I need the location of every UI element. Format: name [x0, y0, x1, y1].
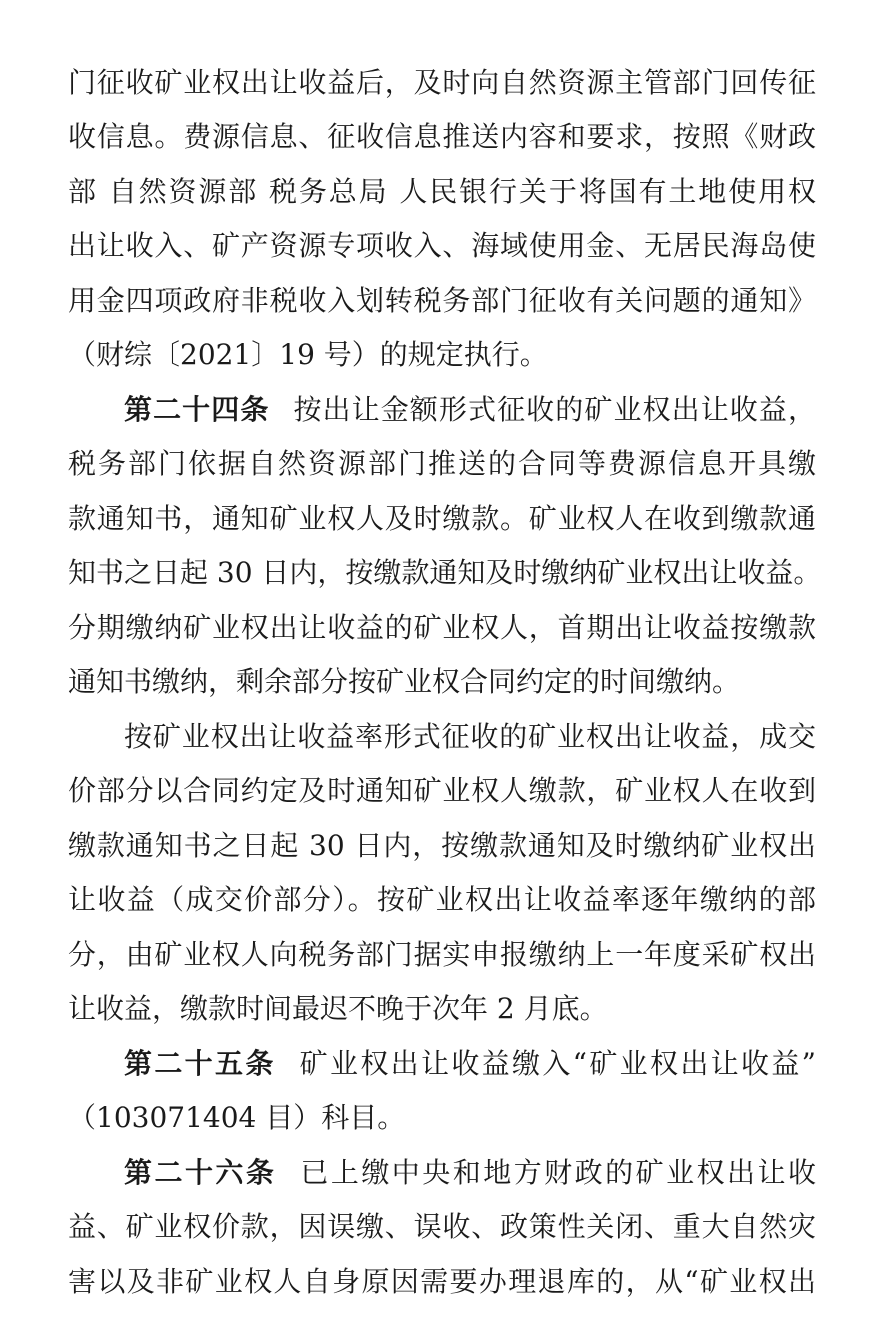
text-line: 让收益（成交价部分）。按矿业权出让收益率逐年缴纳的部: [68, 883, 816, 916]
text-line: 缴款通知书之日起 30 日内，按缴款通知及时缴纳矿业权出: [68, 829, 816, 862]
text-line: 害以及非矿业权人自身原因需要办理退库的，从“矿业权出: [68, 1265, 816, 1298]
text-line: 让收益，缴款时间最迟不晚于次年 2 月底。: [68, 992, 608, 1025]
text-line: （103071404 目）科目。: [68, 1101, 406, 1134]
text-line: 款通知书，通知矿业权人及时缴款。矿业权人在收到缴款通: [68, 502, 816, 535]
text-line: 分期缴纳矿业权出让收益的矿业权人，首期出让收益按缴款: [68, 611, 816, 644]
article-25-line: 第二十五条 矿业权出让收益缴入“矿业权出让收益”: [124, 1047, 816, 1080]
text-line: （财综〔2021〕19 号）的规定执行。: [68, 338, 548, 371]
text-line: 用金四项政府非税收入划转税务部门征收有关问题的通知》: [68, 284, 816, 317]
text-line: 知书之日起 30 日内，按缴款通知及时缴纳矿业权出让收益。: [68, 556, 822, 589]
text-line: 税务部门依据自然资源部门推送的合同等费源信息开具缴: [68, 447, 816, 480]
article-heading: 第二十六条: [124, 1156, 277, 1189]
text-line: 通知书缴纳，剩余部分按矿业权合同约定的时间缴纳。: [68, 665, 741, 698]
article-heading: 第二十五条: [124, 1047, 276, 1080]
text-line: 收信息。费源信息、征收信息推送内容和要求，按照《财政: [68, 120, 816, 153]
article-heading: 第二十四条: [124, 393, 270, 426]
text-line: 门征收矿业权出让收益后，及时向自然资源主管部门回传征: [68, 66, 816, 99]
article-24-line: 第二十四条 按出让金额形式征收的矿业权出让收益，: [124, 393, 816, 426]
text-line: 分，由矿业权人向税务部门据实申报缴纳上一年度采矿权出: [68, 938, 816, 971]
text-line: 部 自然资源部 税务总局 人民银行关于将国有土地使用权: [68, 175, 816, 208]
article-26-line: 第二十六条 已上缴中央和地方财政的矿业权出让收: [124, 1156, 816, 1189]
text-line: 按矿业权出让收益率形式征收的矿业权出让收益，成交: [124, 720, 816, 753]
text-line: 益、矿业权价款，因误缴、误收、政策性关闭、重大自然灾: [68, 1210, 816, 1243]
text-line: 出让收入、矿产资源专项收入、海域使用金、无居民海岛使: [68, 229, 816, 262]
text-line: 价部分以合同约定及时通知矿业权人缴款，矿业权人在收到: [68, 774, 816, 807]
